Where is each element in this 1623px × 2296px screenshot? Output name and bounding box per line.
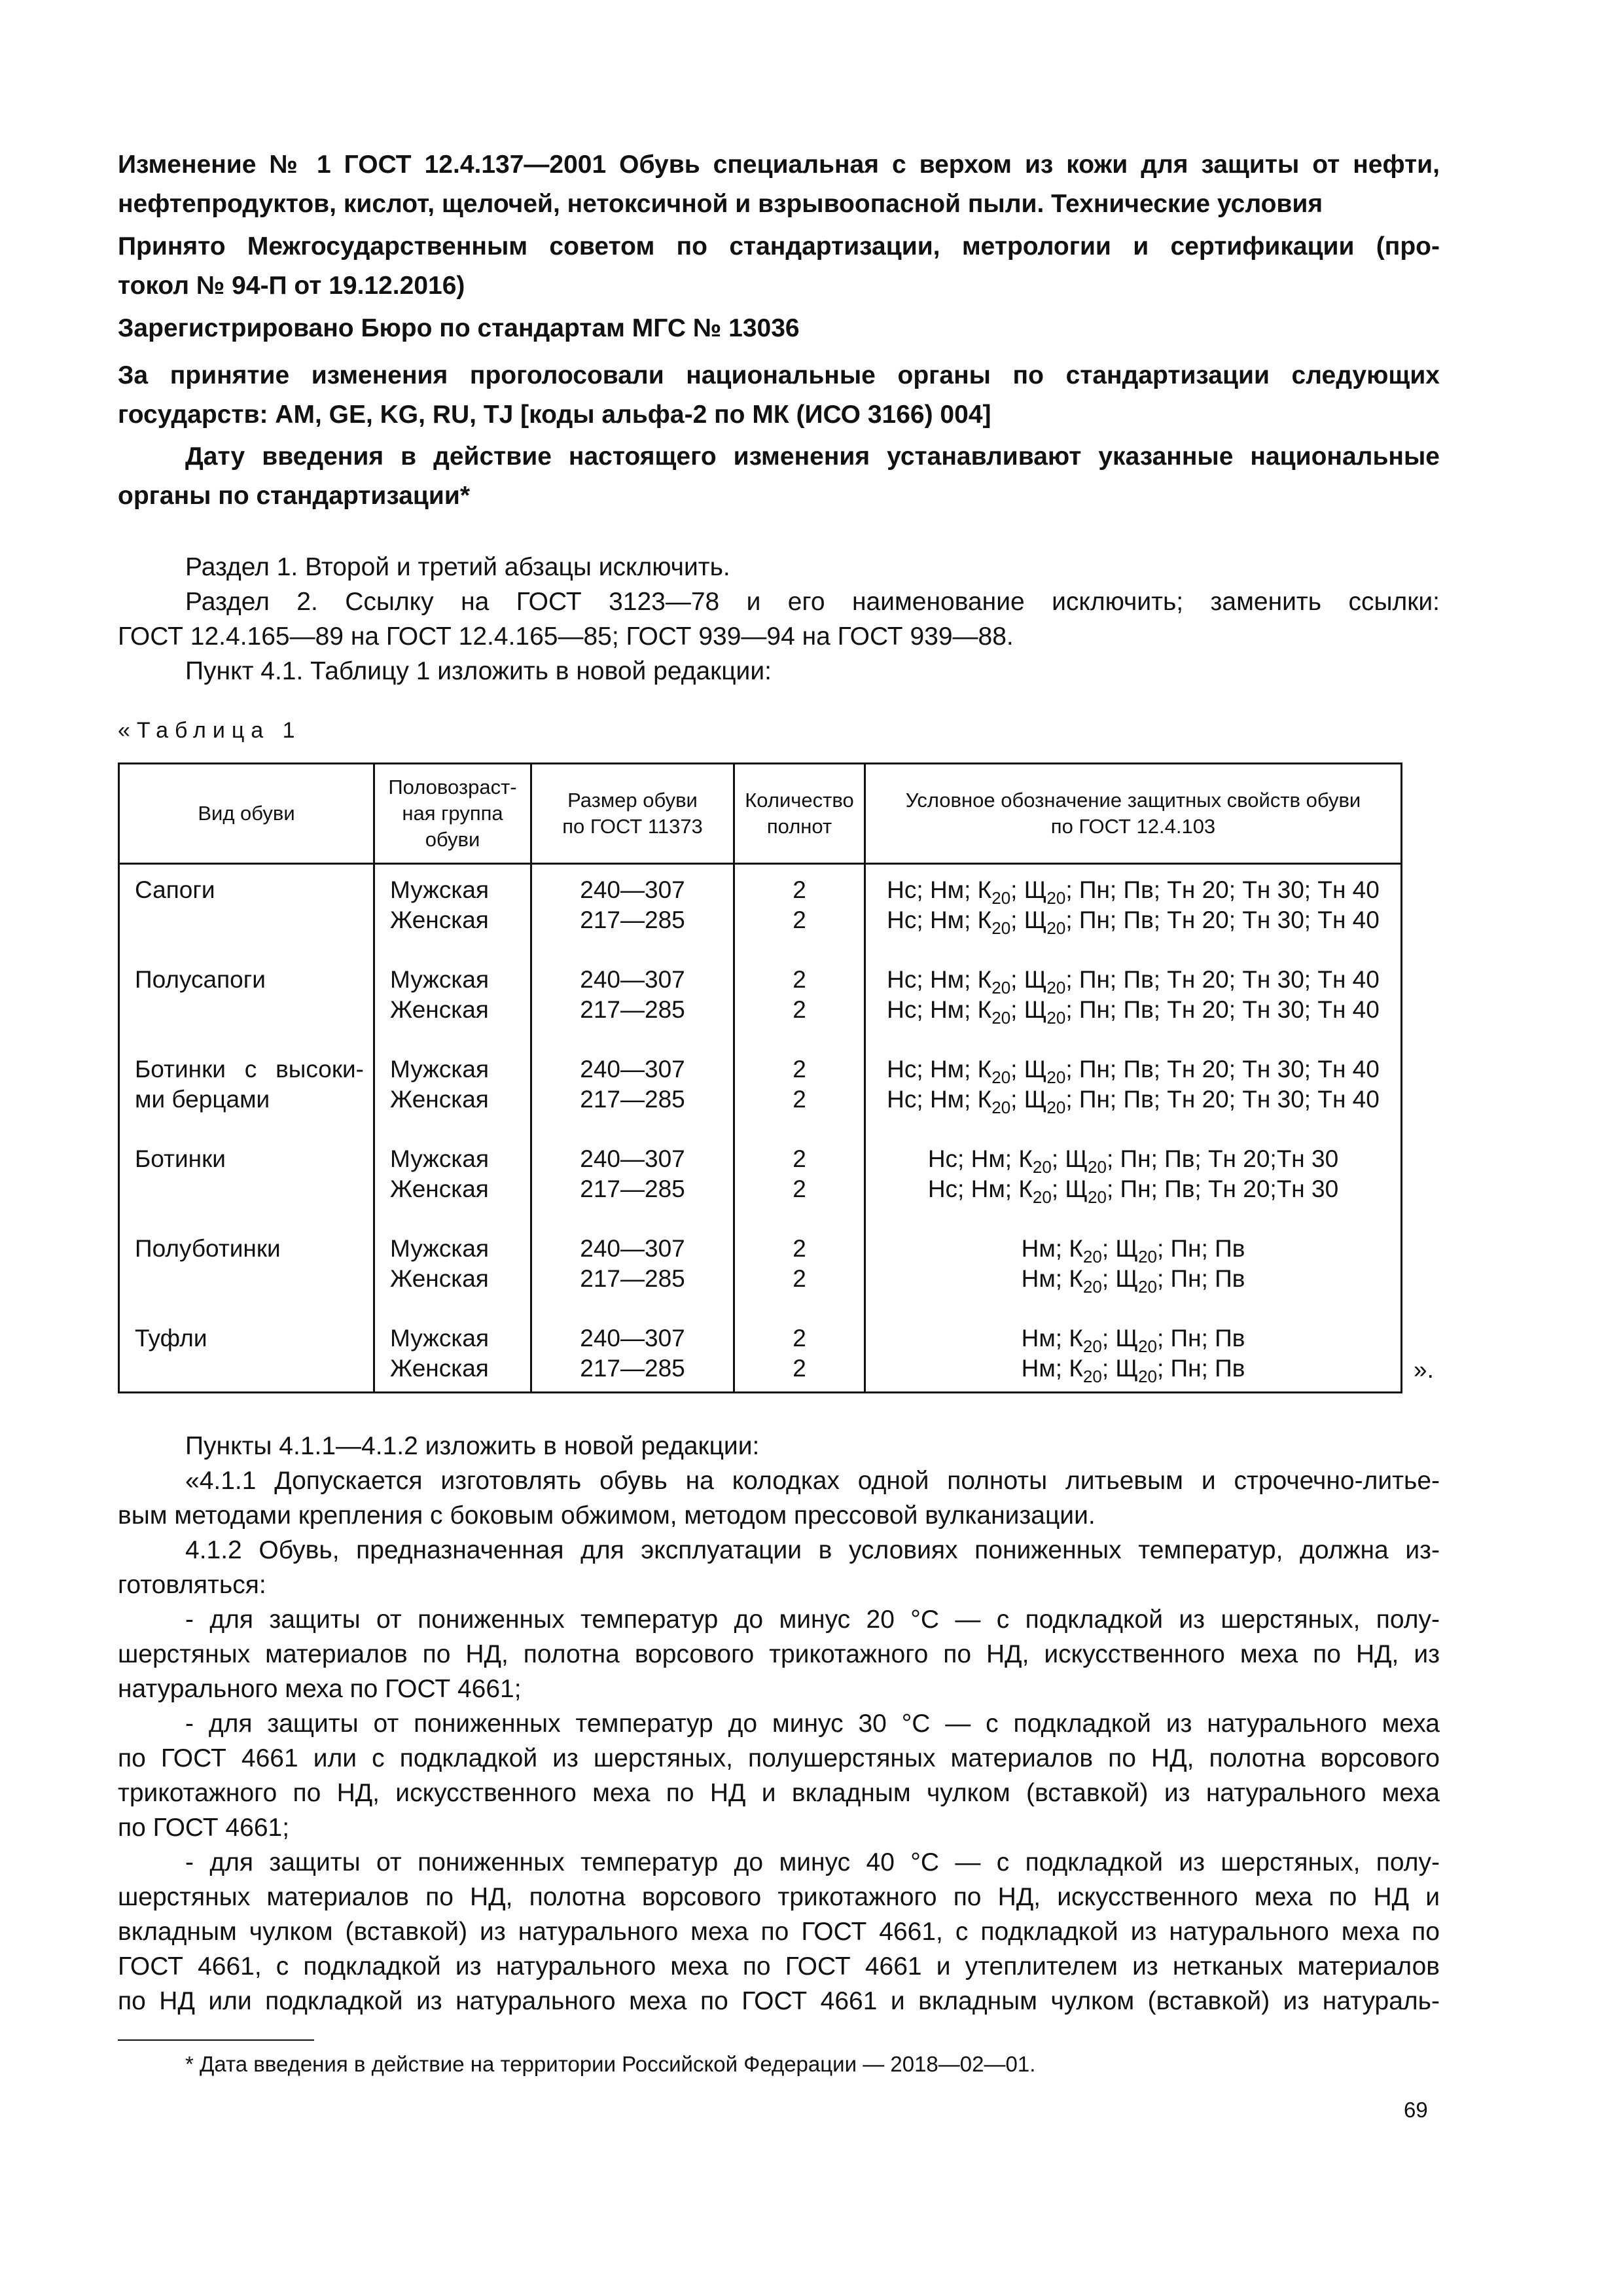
protection-subscript: 20 xyxy=(1088,1187,1107,1207)
footwear-table xyxy=(118,762,1402,1393)
protection-line xyxy=(866,1054,1400,1085)
paragraph-line: - для защиты от пониженных температур до минус 40 °С — с подкладкой из шерстяных, полу- xyxy=(185,1848,1440,1876)
clauses-4-1-1-4-1-2 xyxy=(118,1429,1440,2018)
protection-subscript: 20 xyxy=(1032,1187,1052,1207)
column-header-type: Вид обуви xyxy=(119,764,374,864)
age-group-women: Женская xyxy=(390,906,489,933)
fullness-cell xyxy=(735,875,864,965)
age-group-men: Мужская xyxy=(390,1235,490,1262)
paragraph-line: шерстяных материалов по НД, полотна ворсового трикотажного по НД, искусственного меха по НД, из xyxy=(118,1640,1440,1668)
size-men: 240—307 xyxy=(580,876,685,903)
paragraph-line: 4.1.2 Обувь, предназначенная для эксплуатации в условиях пониженных температур, должна из- xyxy=(185,1536,1440,1564)
size-women: 217—285 xyxy=(580,1355,685,1382)
protection-line xyxy=(866,1085,1400,1115)
footwear-type-cell xyxy=(120,1323,373,1386)
protection-cell xyxy=(866,1234,1400,1323)
paragraph: Пункт 4.1. Таблицу 1 изложить в новой редакции: xyxy=(185,657,772,685)
protection-subscript: 20 xyxy=(1046,1067,1066,1087)
footnote: * Дата введения в действие на территории Российской Федерации — 2018—02—01. xyxy=(185,2052,1036,2076)
protection-text: Нс; Нм; К xyxy=(887,996,992,1023)
protection-text: Нс; Нм; К xyxy=(927,1145,1033,1172)
age-group-women: Женская xyxy=(390,1355,489,1382)
effective-line: органы по стандартизации* xyxy=(118,482,471,510)
protection-line xyxy=(866,875,1400,908)
protection-subscript: 20 xyxy=(1032,1157,1052,1177)
protection-text: ; Пн; Пв; Тн 20; Тн 30; Тн 40 xyxy=(1065,966,1380,993)
column-header-size: Размер обуви по ГОСТ 11373 xyxy=(531,764,734,864)
paragraph-line: - для защиты от пониженных температур до минус 30 °С — с подкладкой из натурального меха xyxy=(185,1710,1440,1738)
protection-subscript: 20 xyxy=(1082,1336,1102,1356)
adopted-line: токол № 94-П от 19.12.2016) xyxy=(118,272,465,300)
protection-subscript: 20 xyxy=(1082,1247,1102,1266)
protection-subscript: 20 xyxy=(991,978,1011,997)
age-group-women: Женская xyxy=(390,996,489,1023)
protection-subscript: 20 xyxy=(991,918,1011,938)
size-men: 240—307 xyxy=(580,1325,685,1352)
protection-text: ; Пн; Пв; Тн 20;Тн 30 xyxy=(1106,1145,1339,1172)
protection-text: ; Щ xyxy=(1010,906,1047,933)
protection-subscript: 20 xyxy=(991,1067,1011,1087)
protection-cell xyxy=(866,1144,1400,1234)
protection-line xyxy=(866,1234,1400,1264)
amendment-title xyxy=(118,145,1440,224)
footwear-type: Сапоги xyxy=(135,876,215,903)
size-cell xyxy=(532,875,733,965)
age-group-cell xyxy=(375,1144,530,1234)
protection-text: Нс; Нм; К xyxy=(927,1175,1033,1202)
fullness-women: 2 xyxy=(793,906,806,933)
effective-line: Дату введения в действие настоящего изменения устанавливают указанные национальные xyxy=(185,442,1440,471)
protection-cell xyxy=(866,1323,1400,1386)
protection-subscript: 20 xyxy=(1046,978,1066,997)
protection-text: ; Пн; Пв; Тн 20; Тн 30; Тн 40 xyxy=(1065,1056,1380,1083)
paragraph-line: - для защиты от пониженных температур до минус 20 °С — с подкладкой из шерстяных, полу- xyxy=(185,1605,1440,1634)
protection-text: Нс; Нм; К xyxy=(887,1086,992,1113)
protection-subscript: 20 xyxy=(991,888,1011,908)
paragraph-line: шерстяных материалов по НД, полотна ворсового трикотажного по НД, искусственного меха по НД и xyxy=(118,1883,1440,1911)
protection-subscript: 20 xyxy=(1046,1008,1066,1028)
fullness-women: 2 xyxy=(793,1265,806,1292)
paragraph-line: трикотажного по НД, искусственного меха по НД и вкладным чулком (вставкой) из натурального меха xyxy=(118,1779,1440,1807)
fullness-cell xyxy=(735,1144,864,1234)
paragraph-line: вкладным чулком (вставкой) из натурального меха по ГОСТ 4661, с подкладкой из натурального меха по xyxy=(118,1918,1440,1946)
footwear-type-cell xyxy=(120,1054,373,1144)
paragraph-line: по ГОСТ 4661; xyxy=(118,1814,290,1842)
protection-text: Нс; Нм; К xyxy=(887,876,992,903)
paragraph: Пункты 4.1.1—4.1.2 изложить в новой редакции: xyxy=(185,1432,760,1460)
protection-text: ; Щ xyxy=(1101,1325,1139,1352)
protection-text: Нс; Нм; К xyxy=(887,1056,992,1083)
protection-line xyxy=(866,1174,1400,1207)
protection-text: ; Щ xyxy=(1051,1175,1088,1202)
fullness-men: 2 xyxy=(793,1145,806,1172)
protection-text: ; Щ xyxy=(1101,1265,1139,1292)
protection-text: Нм; К xyxy=(1021,1355,1083,1382)
age-group-cell xyxy=(375,1054,530,1144)
fullness-cell xyxy=(735,965,864,1054)
protection-subscript: 20 xyxy=(1088,1157,1107,1177)
protection-cell xyxy=(866,965,1400,1054)
table-body-row xyxy=(119,864,1402,1393)
age-group-women: Женская xyxy=(390,1086,489,1113)
protection-text: Нс; Нм; К xyxy=(887,966,992,993)
protection-line xyxy=(866,1264,1400,1297)
protection-subscript: 20 xyxy=(991,1098,1011,1117)
size-men: 240—307 xyxy=(580,1145,685,1172)
age-group-women: Женская xyxy=(390,1175,489,1202)
paragraph-line: натурального меха по ГОСТ 4661; xyxy=(118,1675,522,1703)
paragraph-line: по НД или подкладкой из натурального меха по ГОСТ 4661 и вкладным чулком (вставкой) из натураль- xyxy=(118,1987,1440,2015)
page-number: 69 xyxy=(1404,2098,1428,2122)
protection-line xyxy=(866,905,1400,938)
footwear-type-cell xyxy=(120,875,373,965)
protection-text: ; Пн; Пв; Тн 20; Тн 30; Тн 40 xyxy=(1065,876,1380,903)
protection-subscript: 20 xyxy=(1046,888,1066,908)
protection-text: ; Щ xyxy=(1010,996,1047,1023)
footwear-type-cell xyxy=(120,965,373,1054)
voted-line: государств: AM, GE, KG, RU, TJ [коды альфа-2 по МК (ИСО 3166) 004] xyxy=(118,401,991,429)
size-women: 217—285 xyxy=(580,996,685,1023)
table-header-row xyxy=(119,764,1402,864)
footwear-type-cell xyxy=(120,1234,373,1323)
registration xyxy=(118,309,1440,348)
protection-subscript: 20 xyxy=(1046,918,1066,938)
type-column xyxy=(119,864,374,1393)
protection-line xyxy=(866,1354,1400,1384)
fullness-women: 2 xyxy=(793,1175,806,1202)
size-women: 217—285 xyxy=(580,906,685,933)
adopted-line: Принято Межгосударственным советом по стандартизации, метрологии и сертификации (про- xyxy=(118,232,1440,260)
column-header-protection: Условное обозначение защитных свойств обуви по ГОСТ 12.4.103 xyxy=(865,764,1402,864)
protection-text: ; Пн; Пв xyxy=(1156,1325,1245,1352)
footwear-type: Ботинки xyxy=(135,1145,226,1172)
fullness-column xyxy=(734,864,865,1393)
protection-text: ; Пн; Пв xyxy=(1156,1265,1245,1292)
fullness-cell xyxy=(735,1054,864,1144)
paragraph-line: «4.1.1 Допускается изготовлять обувь на колодках одной полноты литьевым и строчечно-литье- xyxy=(185,1467,1440,1495)
size-cell xyxy=(532,1144,733,1234)
age-group-cell xyxy=(375,1323,530,1386)
protection-cell xyxy=(866,1054,1400,1144)
protection-text: ; Пн; Пв; Тн 20; Тн 30; Тн 40 xyxy=(1065,1086,1380,1113)
voted-states xyxy=(118,356,1440,435)
protection-subscript: 20 xyxy=(1138,1277,1157,1297)
size-women: 217—285 xyxy=(580,1086,685,1113)
age-group-cell xyxy=(375,875,530,965)
size-men: 240—307 xyxy=(580,1056,685,1083)
column-header-age-group: Половозраст- ная группа обуви xyxy=(374,764,531,864)
protection-column xyxy=(865,864,1402,1393)
footwear-type: Полусапоги xyxy=(135,966,266,993)
voted-line: За принятие изменения проголосовали национальные органы по стандартизации следующих xyxy=(118,361,1440,389)
protection-text: ; Щ xyxy=(1010,966,1047,993)
column-header-fullness: Количество полнот xyxy=(734,764,865,864)
age-group-cell xyxy=(375,965,530,1054)
fullness-women: 2 xyxy=(793,996,806,1023)
paragraph-line: вым методами крепления с боковым обжимом, методом прессовой вулканизации. xyxy=(118,1501,1096,1530)
protection-line xyxy=(866,965,1400,995)
age-group-women: Женская xyxy=(390,1265,489,1292)
adopted-by xyxy=(118,227,1440,306)
size-cell xyxy=(532,1323,733,1386)
protection-text: ; Щ xyxy=(1010,876,1047,903)
protection-text: Нм; К xyxy=(1021,1325,1083,1352)
protection-subscript: 20 xyxy=(1082,1367,1102,1386)
protection-subscript: 20 xyxy=(1138,1247,1157,1266)
table-closing-quote: ». xyxy=(1414,1356,1434,1383)
age-group-men: Мужская xyxy=(390,1145,490,1172)
protection-text: ; Пн; Пв xyxy=(1156,1355,1245,1382)
paragraph-line: ГОСТ 4661, с подкладкой из натурального меха по ГОСТ 4661 и утеплителем из нетканых материалов xyxy=(118,1952,1440,1981)
size-men: 240—307 xyxy=(580,966,685,993)
protection-cell xyxy=(866,875,1400,965)
paragraph: Раздел 1. Второй и третий абзацы исключить. xyxy=(185,553,730,581)
paragraph-line: готовляться: xyxy=(118,1571,266,1599)
size-women: 217—285 xyxy=(580,1265,685,1292)
protection-text: ; Пн; Пв xyxy=(1156,1235,1245,1262)
protection-text: ; Щ xyxy=(1010,1086,1047,1113)
protection-text: Нм; К xyxy=(1021,1235,1083,1262)
protection-subscript: 20 xyxy=(991,1008,1011,1028)
age-group-cell xyxy=(375,1234,530,1323)
size-cell xyxy=(532,1054,733,1144)
age-group-men: Мужская xyxy=(390,966,490,993)
protection-text: ; Щ xyxy=(1010,1056,1047,1083)
protection-text: ; Пн; Пв; Тн 20; Тн 30; Тн 40 xyxy=(1065,996,1380,1023)
footwear-type: Ботинки с высоки- xyxy=(135,1056,364,1083)
fullness-men: 2 xyxy=(793,1056,806,1083)
effective-date-note xyxy=(118,437,1440,516)
size-men: 240—307 xyxy=(580,1235,685,1262)
protection-text: Нс; Нм; К xyxy=(887,906,992,933)
protection-subscript: 20 xyxy=(1138,1367,1157,1386)
footwear-type-cell xyxy=(120,1144,373,1234)
protection-text: ; Щ xyxy=(1101,1355,1139,1382)
protection-line xyxy=(866,1323,1400,1354)
fullness-men: 2 xyxy=(793,966,806,993)
fullness-women: 2 xyxy=(793,1355,806,1382)
footnote-divider xyxy=(118,2039,314,2041)
protection-text: ; Пн; Пв; Тн 20;Тн 30 xyxy=(1106,1175,1339,1202)
footwear-type: ми берцами xyxy=(135,1086,270,1113)
protection-line xyxy=(866,1144,1400,1177)
protection-text: ; Щ xyxy=(1101,1235,1139,1262)
size-cell xyxy=(532,965,733,1054)
paragraph-line: ГОСТ 12.4.165—89 на ГОСТ 12.4.165—85; ГОСТ 939—94 на ГОСТ 939—88. xyxy=(118,622,1014,651)
size-women: 217—285 xyxy=(580,1175,685,1202)
fullness-women: 2 xyxy=(793,1086,806,1113)
footwear-type: Полуботинки xyxy=(135,1235,281,1262)
footwear-type: Туфли xyxy=(135,1325,207,1352)
fullness-men: 2 xyxy=(793,1325,806,1352)
fullness-cell xyxy=(735,1323,864,1386)
fullness-men: 2 xyxy=(793,876,806,903)
fullness-cell xyxy=(735,1234,864,1323)
paragraph-line: по ГОСТ 4661 или с подкладкой из шерстяных, полушерстяных материалов по НД, полотна ворсового xyxy=(118,1744,1440,1772)
intro-paragraphs xyxy=(118,550,1440,689)
title-line: нефтепродуктов, кислот, щелочей, нетоксичной и взрывоопасной пыли. Технические условия xyxy=(118,190,1323,218)
size-cell xyxy=(532,1234,733,1323)
protection-text: ; Пн; Пв; Тн 20; Тн 30; Тн 40 xyxy=(1065,906,1380,933)
size-column xyxy=(531,864,734,1393)
title-line: Изменение № 1 ГОСТ 12.4.137—2001 Обувь специальная с верхом из кожи для защиты от нефти, xyxy=(118,151,1440,179)
table-caption: «Таблица 1 xyxy=(118,718,302,743)
age-group-column xyxy=(374,864,531,1393)
protection-subscript: 20 xyxy=(1046,1098,1066,1117)
protection-line xyxy=(866,995,1400,1028)
age-group-men: Мужская xyxy=(390,1325,490,1352)
fullness-men: 2 xyxy=(793,1235,806,1262)
paragraph-line: Раздел 2. Ссылку на ГОСТ 3123—78 и его наименование исключить; заменить ссылки: xyxy=(185,588,1440,616)
protection-subscript: 20 xyxy=(1138,1336,1157,1356)
age-group-men: Мужская xyxy=(390,876,490,903)
protection-text: Нм; К xyxy=(1021,1265,1083,1292)
protection-subscript: 20 xyxy=(1082,1277,1102,1297)
registration-line: Зарегистрировано Бюро по стандартам МГС № 13036 xyxy=(118,314,800,342)
age-group-men: Мужская xyxy=(390,1056,490,1083)
protection-text: ; Щ xyxy=(1051,1145,1088,1172)
